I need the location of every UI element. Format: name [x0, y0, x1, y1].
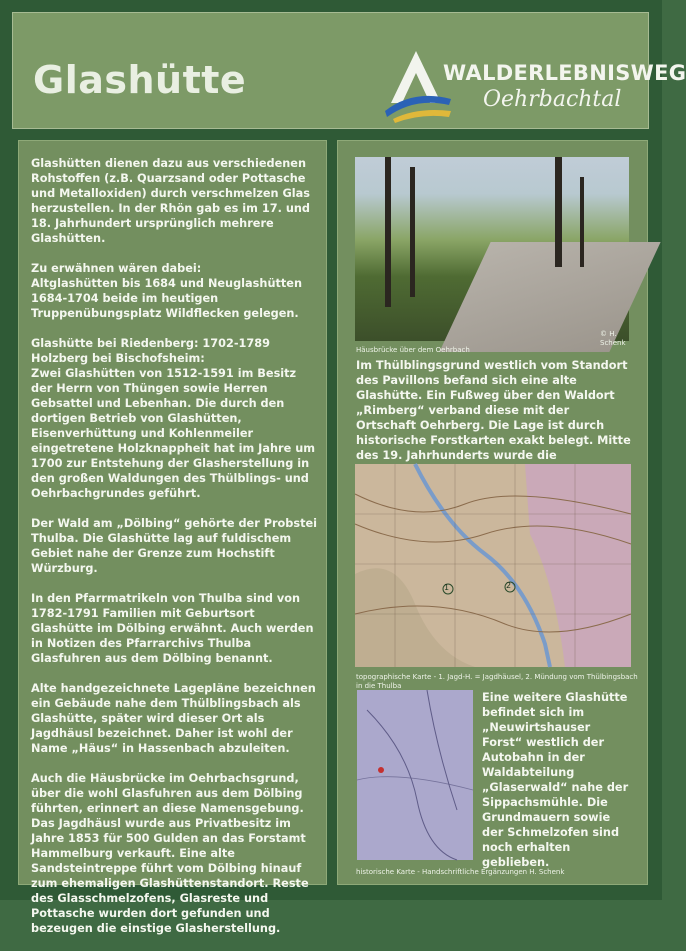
photo-caption: Häusbrücke über dem Oehrbach	[356, 346, 470, 354]
right-text-1: Im Thülblingsgrund westlich vom Standort des Pavillons befand sich eine alte Glashütte. Ein Fußweg über den Waldort „Rimberg“ verband diese mit der Ortschaft Oehrberg. Die Lage ist durch historische Forstkarten exakt belegt. Mitte des 19. Jahrhunderts wurde die	[356, 359, 631, 462]
historic-map	[357, 690, 473, 860]
photo-tree	[580, 177, 584, 267]
logo-title: WALDERLEBNISWEG	[443, 61, 686, 85]
paragraph: Zu erwähnen wären dabei: Altglashütten bis 1684 und Neuglashütten 1684-1704 beide im heutigen Truppenübungsplatz Wildflecken gelegen.	[31, 262, 302, 320]
photo-credit: © H. Schenk	[600, 330, 626, 347]
map-caption: topographische Karte - 1. Jagd-H. = Jagdhäusel, 2. Mündung vom Thülbingsbach in die Thulba	[356, 673, 638, 690]
paragraph: Glashütten dienen dazu aus verschiedenen Rohstoffen (z.B. Quarzsand oder Pottasche und Metalloxiden) durch verschmelzen Glas herzustellen. In der Rhön gab es im 17. und 18. Jahrhundert ursprünglich mehrere Glashütten.	[31, 157, 311, 245]
paragraph: Alte handgezeichnete Lagepläne bezeichnen ein Gebäude nahe dem Thülblingsbach als Glashütte, später wird dieser Ort als Jagdhäusl bezeichnet. Daher ist wohl der Name „Häus“ in Hassenbach abzuleiten.	[31, 682, 316, 755]
photo-tree	[555, 157, 562, 267]
paragraph: Glashütte bei Riedenberg: 1702-1789 Holzberg bei Bischofsheim: Zwei Glashütten von 1512-1591 im Besitz der Herrn von Thüngen sowie Herren Gebsattel und Lebenhan. Die durch den dortigen Betrieb von Glashütten, Eisenverhüttung und Kohlenmeiler eingetretene Holzknappheit hat im Jahre um 1700 zur Entstehung der Glasherstellung in den großen Waldungen des Thülblings- und Oehrbachgrundes geführt.	[31, 337, 316, 500]
logo-subtitle: Oehrbachtal	[483, 87, 622, 112]
photo-tree	[410, 167, 415, 297]
right-text-2: Eine weitere Glashütte befindet sich im „Neuwirtshauser Forst“ westlich der Autobahn in der Waldabteilung „Glaserwald“ nahe der Sippachsmühle. Die Grundmauern sowie der Schmelzofen sind noch erhalten geblieben.	[482, 691, 629, 869]
bridge-photo	[355, 157, 629, 347]
paragraph: Auch die Häusbrücke im Oehrbachsgrund, über die wohl Glasfuhren aus dem Dölbing führten, erinnert an diese Namensgebung. Das Jagdhäusl wurde aus Privatbesitz im Jahre 1853 für 500 Gulden an das Forstamt Hammelburg verkauft. Eine alte Sandsteintreppe führt vom Dölbing hinauf zum ehemaligen Glashüttenstandort. Reste des Glasschmelzofens, Glasreste und Pottasche wurden dort gefunden und bezeugen die einstige Glasherstellung.	[31, 772, 309, 935]
historic-map-caption: historische Karte - Handschriftliche Ergänzungen H. Schenk	[356, 868, 565, 876]
paragraph: Der Wald am „Dölbing“ gehörte der Probstei Thulba. Die Glashütte lag auf fuldischem Gebiet nahe der Grenze zum Hochstift Würzburg.	[31, 517, 318, 575]
map-label: 2	[506, 581, 512, 590]
left-text-body	[31, 156, 319, 951]
map-label: 1	[444, 583, 450, 592]
paragraph: In den Pfarrmatrikeln von Thulba sind von 1782-1791 Familien mit Geburtsort Glashütte im Dölbing erwähnt. Auch werden in Notizen des Pfarrarchivs Thulba Glasfuhren aus dem Dölbing benannt.	[31, 592, 314, 665]
topographic-map	[355, 464, 631, 667]
page-title: Glashütte	[33, 58, 247, 102]
photo-tree	[385, 157, 391, 307]
header-panel	[12, 12, 686, 129]
left-text-panel	[18, 140, 327, 935]
